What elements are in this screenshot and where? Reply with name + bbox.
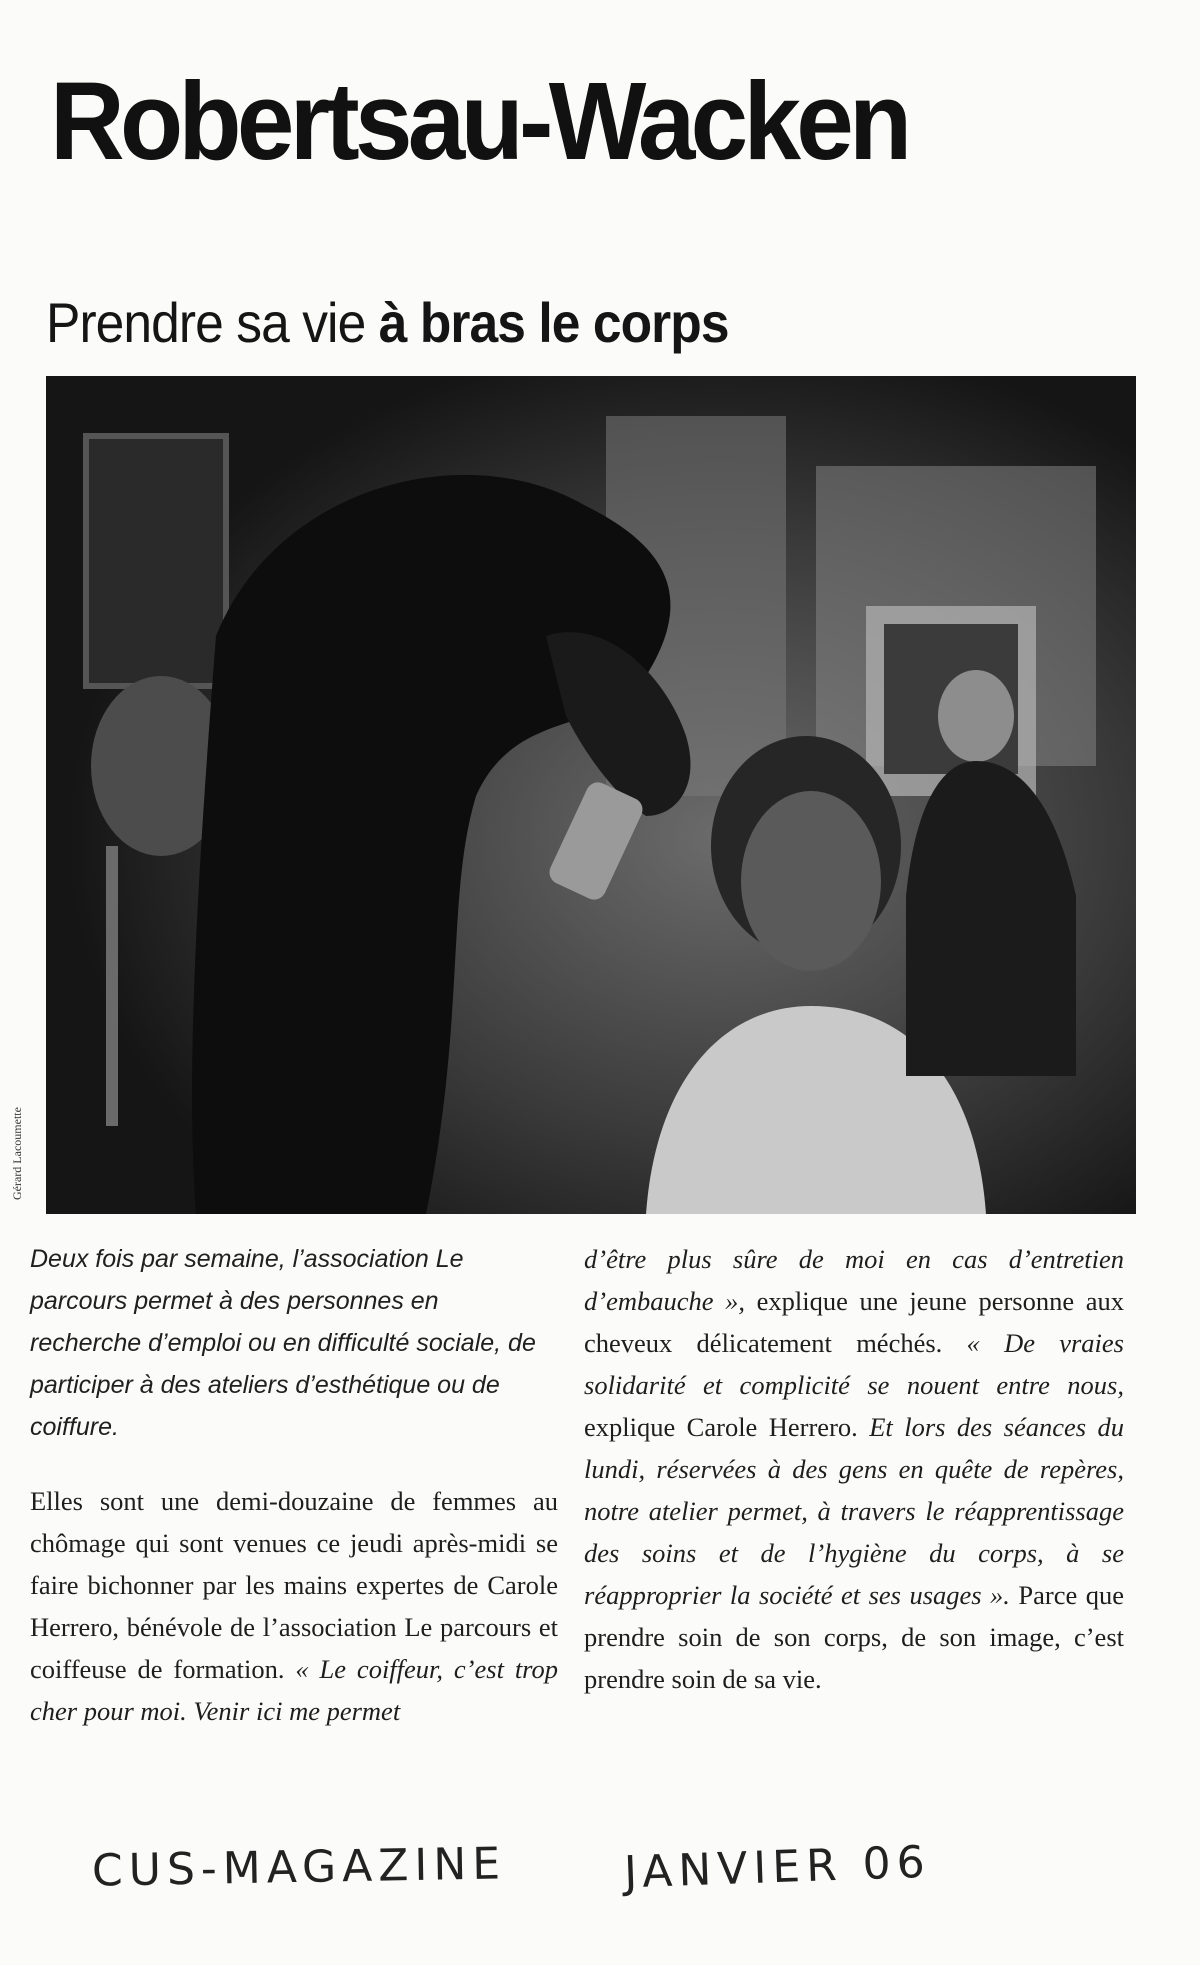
- article-photo: [46, 376, 1136, 1214]
- body-left-text: Elles sont une demi-douzaine de femmes au chômage qui sont venues ce jeudi après-midi se faire bichonner par les mains expertes de Carole Herrero, bénévole de l’association Le parcours et coiffeuse de formation.: [30, 1486, 558, 1684]
- hairdressing-photo-illustration: [46, 376, 1136, 1214]
- article-body-left: [30, 1480, 558, 1732]
- body-right-quote-3: Et lors des séances du lundi, réservées à des gens en quête de repères, notre atelier permet, à travers le réapprentissage des soins et de l’hygiène du corps, à se réapproprier la société et ses usages ».: [584, 1412, 1124, 1610]
- bystander-face: [938, 670, 1014, 762]
- masthead-title: Robertsau-Wacken: [50, 60, 908, 183]
- body-right-text-3: Parce que prendre soin de son corps, de son image, c’est prendre soin de sa vie.: [584, 1580, 1124, 1694]
- headline-regular: Prendre sa vie: [46, 291, 366, 354]
- body-left-quote: « Le coiffeur, c’est trop cher pour moi. Venir ici me permet: [30, 1654, 559, 1726]
- body-right-text-2: explique Carole Herrero.: [584, 1412, 858, 1442]
- article-headline: [46, 288, 729, 358]
- article-lede: Deux fois par semaine, l’association Le parcours permet à des personnes en recherche d’emploi ou en difficulté sociale, de participer à des ateliers d’esthétique ou de coiffure.: [30, 1245, 536, 1441]
- wall-painting: [86, 436, 226, 686]
- body-right-quote-2: « De vraies solidarité et complicité se nouent entre nous,: [584, 1328, 1124, 1400]
- handwritten-date: JANVIER 06: [623, 1836, 932, 1899]
- handwritten-source: CUS-MAGAZINE: [91, 1838, 507, 1897]
- body-right-text-1: explique une jeune personne aux cheveux délicatement méchés.: [584, 1286, 1125, 1358]
- headline-bold: à bras le corps: [378, 291, 729, 354]
- body-right-quote-1: d’être plus sûre de moi en cas d’entretien d’embauche »,: [584, 1244, 1124, 1316]
- article-body-right: [584, 1238, 1124, 1700]
- dryer-stand: [106, 846, 118, 1126]
- client-face: [741, 791, 881, 971]
- photo-credit: Gérard Lacoumette: [10, 1107, 24, 1200]
